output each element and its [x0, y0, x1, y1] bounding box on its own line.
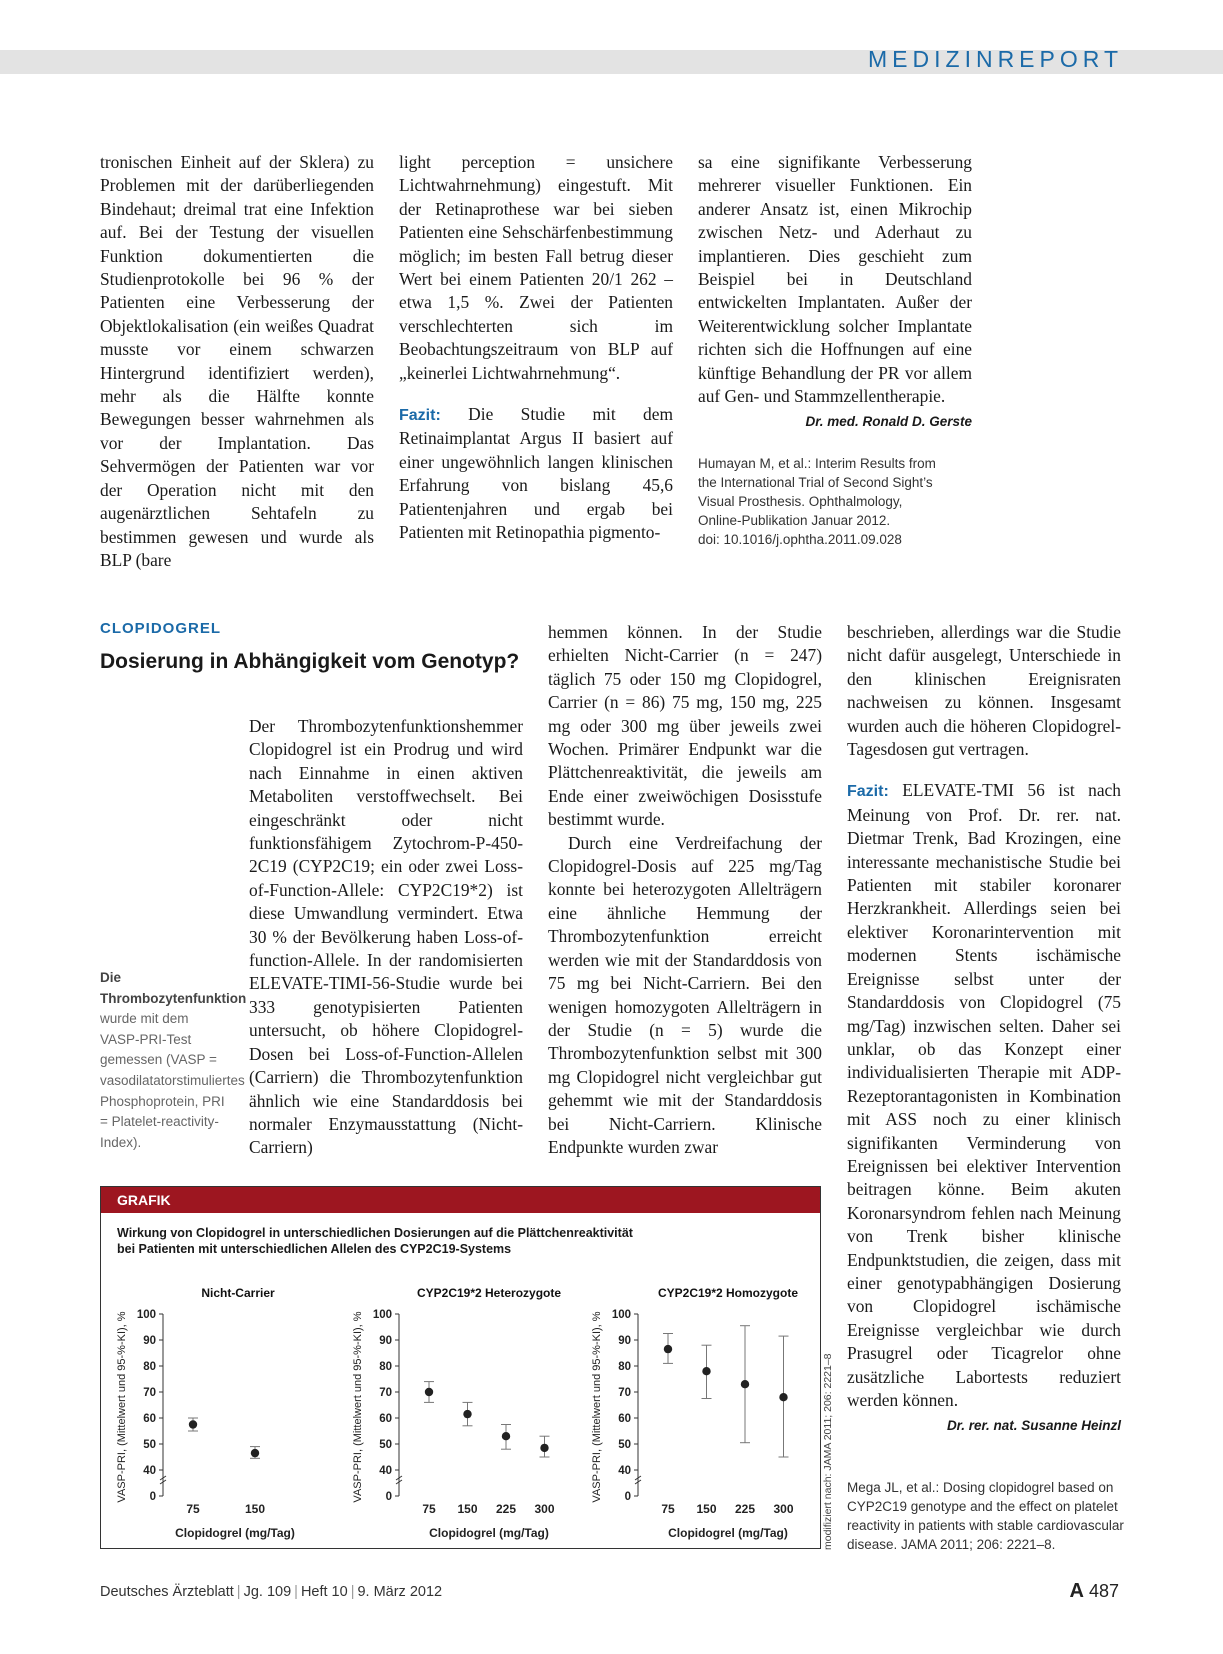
data-point	[779, 1393, 787, 1401]
y-tick-label: 60	[143, 1413, 156, 1425]
y-tick-label: 40	[618, 1465, 631, 1477]
article1-column-2	[399, 151, 673, 545]
article1-author: Dr. med. Ronald D. Gerste	[805, 414, 972, 430]
y-tick-label: 50	[143, 1439, 156, 1451]
article2-col1-text: Der Thrombozytenfunktionshemmer Clopidogrel ist ein Prodrug und wird nach Einnahme in einen aktiven Metaboliten verstoffwechselt. Bei eingeschränkt oder nicht funktionsfähigem Zytochrom-P-450-2C19 (CYP2C19; ein oder zwei Loss-of-Function-Allele: CYP2C19*2) ist diese Umwandlung vermindert. Etwa 30 % der Bevölkerung haben Loss-of-function-Allele. In der randomisierten ELEVATE-TIMI-56-Studie wurde bei 333 genotypisierten Patienten untersucht, ob höhere Clopidogrel-Dosen bei Loss-of-Function-Allelen (Carriern) die Thrombozytenfunktion ähnlich wie eine Standarddosis bei normaler Enzymausstattung (Nicht-Carriern)	[249, 716, 523, 1158]
y-tick-label: 70	[618, 1387, 631, 1399]
y-tick-label: 0	[385, 1491, 392, 1503]
issue-date: 9. März 2012	[357, 1584, 443, 1600]
y-tick-label: 0	[624, 1491, 631, 1503]
y-tick-label: 60	[618, 1413, 631, 1425]
data-point	[251, 1449, 259, 1457]
volume: Jg. 109	[243, 1584, 292, 1600]
data-point	[502, 1432, 510, 1440]
article2-headline: Dosierung in Abhängigkeit vom Genotyp?	[100, 650, 520, 673]
fazit-label: Fazit:	[847, 783, 889, 801]
x-tick-label: 150	[457, 1502, 478, 1516]
x-tick-label: 300	[773, 1502, 794, 1516]
y-axis-label: VASP-PRI, (Mittelwert und 95-%-KI), %	[591, 1311, 603, 1503]
data-point	[741, 1380, 749, 1388]
page-number: A 487	[1069, 1580, 1119, 1602]
issue: Heft 10	[300, 1584, 348, 1600]
x-axis-label: Clopidogrel (mg/Tag)	[429, 1526, 549, 1540]
y-tick-label: 100	[136, 1309, 156, 1321]
article1-column-1	[100, 151, 374, 572]
article2-column-2	[548, 621, 822, 1159]
x-tick-label: 75	[661, 1502, 675, 1516]
grafik-label: GRAFIK	[101, 1187, 820, 1213]
y-tick-label: 80	[618, 1361, 631, 1373]
article1-fazit-text: Die Studie mit dem Retinaimplantat Argus II basiert auf einer ungewöhnlich langen klinischen Erfahrung von bislang 45,6 Patientenjahren und ergab bei Patienten mit Retinopathia pigmento-	[399, 404, 673, 543]
article2-col2-p1: hemmen können. In der Studie erhielten Nicht-Carrier (n = 247) täglich 75 oder 150 mg Clopidogrel, Carrier (n = 86) 75 mg, 150 mg, 225 mg oder 300 mg über jeweils zwei Wochen. Primärer Endpunkt war die Plättchenreaktivität, die jeweils am Ende einer zweiwöchigen Dosisstufe bestimmt wurde.	[548, 622, 822, 830]
x-tick-label: 75	[186, 1502, 200, 1516]
y-tick-label: 90	[143, 1335, 156, 1347]
y-tick-label: 100	[372, 1309, 392, 1321]
chart-area	[101, 1187, 819, 1547]
panel-title: CYP2C19*2 Homozygote	[657, 1286, 799, 1300]
y-tick-label: 80	[143, 1361, 156, 1373]
grafik-box	[100, 1186, 821, 1549]
article2-reference: Mega JL, et al.: Dosing clopidogrel based on CYP2C19 genotype and the effect on platelet reactivity in patients with stable cardiovascular disease. JAMA 2011; 206: 2221–8.	[847, 1480, 1124, 1552]
x-tick-label: 150	[696, 1502, 717, 1516]
article1-col3-text: sa eine signifikante Verbesserung mehrerer visueller Funktionen. Ein anderer Ansatz ist, einen Mikrochip zwischen Netz- und Aderhaut zu implantieren. Dies geschieht zum Beispiel bei in Deutschland entwickelten Implantaten. Außer der Weiterentwicklung solcher Implantate richten sich die Hoffnungen auf eine künftige Behandlung der PR vor allem auf Gen- und Stammzellentherapie. Dr. med. Ronald D. Gerste	[698, 151, 972, 408]
x-tick-label: 300	[534, 1502, 555, 1516]
data-point	[702, 1367, 710, 1375]
article2-col2-p2: Durch eine Verdreifachung der Clopidogrel-Dosis auf 225 mg/Tag konnte bei heterozygoten Allelträgern eine ähnliche Hemmung der Thrombozytenfunktion erreicht werden wie mit der Standarddosis von 75 mg bei Nicht-Carriern. Bei den wenigen homozygoten Allelträgern in der Studie (n = 5) wurde die Thrombozytenfunktion selbst mit 300 mg Clopidogrel nicht vergleichbar gut gehemmt wie mit der Standarddosis bei Nicht-Carriern. Klinische Endpunkte wurden zwar	[548, 832, 822, 1157]
x-tick-label: 75	[422, 1502, 436, 1516]
fazit-label: Fazit:	[399, 407, 441, 425]
y-tick-label: 40	[379, 1465, 392, 1477]
y-tick-label: 90	[379, 1335, 392, 1347]
y-tick-label: 0	[149, 1491, 156, 1503]
data-point	[463, 1410, 471, 1418]
article2-author: Dr. rer. nat. Susanne Heinzl	[946, 1418, 1121, 1434]
y-tick-label: 70	[143, 1387, 156, 1399]
article2-fazit: Fazit: ELEVATE-TMI 56 ist nach Meinung von Prof. Dr. rer. nat. Dietmar Trenk, Bad Krozingen, eine interessante mechanistische Studie bei Patienten mit stabiler koronarer Herzkrankheit. Allerdings seien bei elektiver Koronarintervention mit modernen Stents ischämische Ereignisse selbst unter der Standarddosis von Clopidogrel (75 mg/Tag) inzwischen selten. Daher sei unklar, ob das Konzept einer individualisierten Therapie mit ADP-Rezeptorantagonisten in Kombination mit ASS noch zu einer klinisch signifikanten Verminderung von Ereignissen bei elektiver Intervention beitragen könne. Beim akuten Koronarsyndrom fehlen nach Meinung von Trenk bisher klinische Endpunktstudien, die zeigen, dass mit einer genotypabhängigen Dosierung von Clopidogrel ischämische Ereignisse vergleichbar wie durch Prasugrel oder Ticagrelor ohne zusätzliche Labortests reduziert werden können. Dr. rer. nat. Susanne Heinzl	[847, 779, 1121, 1412]
article1-fazit	[399, 403, 673, 544]
y-tick-label: 60	[379, 1413, 392, 1425]
article2-column-1	[249, 715, 523, 1160]
article1-col2-text: light perception = unsichere Lichtwahrnehmung) eingestuft. Mit der Retinaprothese war bei sieben Patienten eine Sehschärfenbestimmung möglich; im besten Fall betrug dieser Wert bei einem Patienten 20/1 262 – etwa 1,5 %. Zwei der Patienten verschlechterten sich im Beobachtungszeitraum von BLP auf „keinerlei Lichtwahrnehmung“.	[399, 152, 673, 383]
article2-col3-p1: beschrieben, allerdings war die Studie nicht dafür ausgelegt, Unterschiede in den klinischen Ereignisraten nachweisen zu können. Insgesamt wurden auch die höheren Clopidogrel-Tagesdosen gut vertragen.	[847, 622, 1121, 760]
grafik-source: modifiziert nach: JAMA 2011; 206: 2221–8	[822, 1353, 834, 1550]
data-point	[540, 1444, 548, 1452]
article1-column-3	[698, 151, 972, 434]
panel-title: CYP2C19*2 Heterozygote	[416, 1286, 562, 1300]
x-tick-label: 150	[244, 1502, 266, 1516]
y-tick-label: 80	[379, 1361, 392, 1373]
figure-caption: Die Thrombozytenfunktion wurde mit dem VASP-PRI-Test gemessen (VASP = vasodilatatorstimuliertes Phosphoprotein, PRI = Platelet-reactivity-Index).	[100, 970, 247, 1150]
grafik-title: Wirkung von Clopidogrel in unterschiedlichen Dosierungen auf die Plättchenreaktivität bei Patienten mit unterschiedlichen Allelen des CYP2C19-Systems	[117, 1226, 633, 1256]
panel-title: Nicht-Carrier	[201, 1286, 275, 1300]
y-tick-label: 70	[379, 1387, 392, 1399]
data-point	[425, 1388, 433, 1396]
data-point	[664, 1345, 672, 1353]
y-tick-label: 50	[618, 1439, 631, 1451]
y-tick-label: 50	[379, 1439, 392, 1451]
article2-kicker: CLOPIDOGREL	[100, 620, 222, 637]
x-tick-label: 225	[495, 1502, 517, 1516]
x-axis-label: Clopidogrel (mg/Tag)	[668, 1526, 788, 1540]
x-axis-label: Clopidogrel (mg/Tag)	[175, 1526, 295, 1540]
x-tick-label: 225	[734, 1502, 756, 1516]
section-label: MEDIZINREPORT	[868, 46, 1123, 72]
article1-reference: Humayan M, et al.: Interim Results from the International Trial of Second Sight’s Visual Prosthesis. Ophthalmology, Online-Publikation Januar 2012. doi: 10.1016/j.ophtha.2011.09.028	[698, 456, 936, 547]
y-axis-label: VASP-PRI, (Mittelwert und 95-%-KI), %	[352, 1311, 364, 1503]
y-tick-label: 40	[143, 1465, 156, 1477]
y-tick-label: 100	[611, 1309, 631, 1321]
article1-col1-text: tronischen Einheit auf der Sklera) zu Problemen mit der darüberliegenden Bindehaut; dreimal trat eine Infektion auf. Bei der Testung der visuellen Funktion dokumentierten die Studienprotokolle bei 96 % der Patienten eine Verbesserung der Objektlokalisation (ein weißes Quadrat musste vor einem schwarzen Hintergrund identifiziert werden), mehr als die Hälfte konnte Bewegungen besser wahrnehmen als vor der Implantation. Das Sehvermögen der Patienten war vor der Operation nicht mit den augenärztlichen Sehtafeln zu bestimmen gewesen und wurde als BLP (bare	[100, 152, 374, 570]
y-axis-label: VASP-PRI, (Mittelwert und 95-%-KI), %	[116, 1311, 128, 1503]
journal-name: Deutsches Ärzteblatt	[100, 1584, 234, 1600]
article2-column-3	[847, 621, 1121, 1438]
footer: Deutsches Ärzteblatt | Jg. 109 | Heft 10 | 9. März 2012	[100, 1584, 443, 1600]
y-tick-label: 90	[618, 1335, 631, 1347]
data-point	[189, 1420, 197, 1428]
